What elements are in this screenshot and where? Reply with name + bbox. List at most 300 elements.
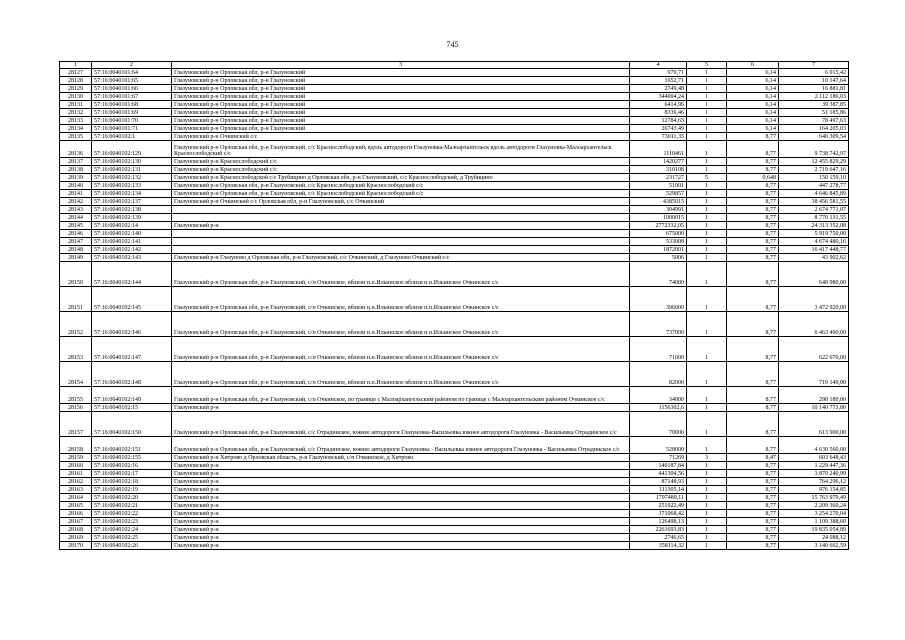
- location-cell: Глазуновский р-н: [172, 478, 630, 486]
- row-number-cell: 28130: [60, 93, 92, 101]
- area-cell: 70000: [630, 412, 687, 437]
- quantity-cell: 1: [687, 287, 727, 312]
- table-row: [60, 174, 849, 182]
- area-cell: 1797489,11: [630, 494, 687, 502]
- rate-cell: 6,14: [727, 117, 779, 125]
- rate-cell: 8,77: [727, 337, 779, 362]
- value-cell: 2 112 186,03: [779, 93, 849, 101]
- table-row: [60, 117, 849, 125]
- cadastral-number-cell: 57:16:0040102:21: [92, 502, 172, 510]
- rate-cell: 0,648: [727, 174, 779, 182]
- quantity-cell: 1: [687, 362, 727, 387]
- row-number-cell: 28161: [60, 470, 92, 478]
- area-cell: 73011,35: [630, 133, 687, 141]
- table-row: [60, 246, 849, 254]
- value-cell: 24 313 352,08: [779, 222, 849, 230]
- cadastral-number-cell: 57:16:0040102:132: [92, 174, 172, 182]
- value-cell: 298 180,00: [779, 387, 849, 404]
- row-number-cell: 28142: [60, 198, 92, 206]
- row-number-cell: 28163: [60, 486, 92, 494]
- location-cell: Глазуновский р-н: [172, 510, 630, 518]
- value-cell: 4 674 480,16: [779, 238, 849, 246]
- table-row: [60, 230, 849, 238]
- table-row: [60, 222, 849, 230]
- area-cell: 6414,96: [630, 101, 687, 109]
- cadastral-number-cell: 57:16:0040102:146: [92, 312, 172, 337]
- cadastral-number-cell: 57:16:0040102:18: [92, 478, 172, 486]
- row-number-cell: 28146: [60, 230, 92, 238]
- table-body: [60, 69, 849, 550]
- area-cell: 126498,13: [630, 518, 687, 526]
- rate-cell: 8,77: [727, 287, 779, 312]
- cadastral-number-cell: 57:16:0040101:70: [92, 117, 172, 125]
- row-number-cell: 28131: [60, 101, 92, 109]
- row-number-cell: 28143: [60, 206, 92, 214]
- cadastral-number-cell: 57:16:0040102:150: [92, 412, 172, 437]
- cadastral-number-cell: 57:16:0040102:14: [92, 222, 172, 230]
- table-row: [60, 109, 849, 117]
- area-cell: 82000: [630, 362, 687, 387]
- cadastral-number-cell: 57:16:0040102:17: [92, 470, 172, 478]
- row-number-cell: 28150: [60, 262, 92, 287]
- rate-cell: 8,77: [727, 534, 779, 542]
- value-cell: 78 497,63: [779, 117, 849, 125]
- area-cell: 87148,93: [630, 478, 687, 486]
- location-cell: Глазуновский р-н Орловская обл, р-н Глазуновский, с/п Очкинское, вблизи н.п.Ильинское вблизи н.п.Ильинское Очкинское с/с: [172, 362, 630, 387]
- cadastral-number-cell: 57:16:0040102:19: [92, 486, 172, 494]
- value-cell: 622 670,00: [779, 337, 849, 362]
- cadastral-number-cell: 57:16:0040101:64: [92, 69, 172, 77]
- rate-cell: 6,14: [727, 101, 779, 109]
- table-row: [60, 470, 849, 478]
- value-cell: 6 463 490,00: [779, 312, 849, 337]
- area-cell: 1110461: [630, 141, 687, 158]
- rate-cell: 8,77: [727, 214, 779, 222]
- table-row: [60, 494, 849, 502]
- quantity-cell: 1: [687, 198, 727, 206]
- table-row: [60, 93, 849, 101]
- rate-cell: 8,77: [727, 494, 779, 502]
- rate-cell: 8,77: [727, 262, 779, 287]
- table-row: [60, 462, 849, 470]
- quantity-cell: 1: [687, 542, 727, 550]
- table-row: [60, 77, 849, 85]
- cadastral-number-cell: 57:16:0040102:142: [92, 246, 172, 254]
- quantity-cell: 3: [687, 454, 727, 462]
- row-number-cell: 28159: [60, 454, 92, 462]
- row-number-cell: 28160: [60, 462, 92, 470]
- quantity-cell: 1: [687, 109, 727, 117]
- location-cell: [172, 238, 630, 246]
- value-cell: 16 417 448,77: [779, 246, 849, 254]
- table-row: [60, 526, 849, 534]
- value-cell: 2 674 771,07: [779, 206, 849, 214]
- quantity-cell: 1: [687, 222, 727, 230]
- rate-cell: 6,14: [727, 109, 779, 117]
- location-cell: Глазуновский р-н Орловская обл, р-н Глазуновский, с/с Краснослободский, вдоль автодороги Глазуновка-Малоархангельск вдоль автодороги Глазуновка-Малоархангельск Краснослободский с/с: [172, 141, 630, 158]
- area-cell: 2772332,05: [630, 222, 687, 230]
- area-cell: 5006: [630, 254, 687, 262]
- row-number-cell: 28162: [60, 478, 92, 486]
- value-cell: 164 205,03: [779, 125, 849, 133]
- cadastral-number-cell: 57:16:0040102:147: [92, 337, 172, 362]
- location-cell: Глазуновский р-н Очкинский с/с: [172, 133, 630, 141]
- value-cell: 3 870 240,99: [779, 470, 849, 478]
- location-cell: Глазуновский р-н: [172, 494, 630, 502]
- table-row: [60, 287, 849, 312]
- value-cell: 648 980,00: [779, 262, 849, 287]
- area-cell: 371068,42: [630, 510, 687, 518]
- rate-cell: 8,77: [727, 198, 779, 206]
- area-cell: 2261693,83: [630, 526, 687, 534]
- location-cell: [172, 230, 630, 238]
- quantity-cell: 1: [687, 214, 727, 222]
- row-number-cell: 28158: [60, 437, 92, 454]
- location-cell: Глазуновский р-н Орловская обл, р-н Глазуновский, с/с Отрадинское, южнее автодороги Глазуновка-Васильевка южнее автодороги Глазуновка - Васильевка Отрадинское с/с: [172, 412, 630, 437]
- table-row: [60, 262, 849, 287]
- value-cell: 1 109 388,60: [779, 518, 849, 526]
- value-cell: 640 309,54: [779, 133, 849, 141]
- rate-cell: 8,77: [727, 206, 779, 214]
- row-number-cell: 28135: [60, 133, 92, 141]
- row-number-cell: 28136: [60, 141, 92, 158]
- quantity-cell: 1: [687, 312, 727, 337]
- header-cell: 4: [630, 62, 687, 69]
- location-cell: Глазуновский р-н Орловская обл, р-н Глазуновский, с/п Очкинское, вблизи н.п.Ильинское вблизи н.п.Ильинское Очкинское с/с: [172, 312, 630, 337]
- quantity-cell: 1: [687, 125, 727, 133]
- row-number-cell: 28148: [60, 246, 92, 254]
- cadastral-number-cell: 57:16:0040102:141: [92, 238, 172, 246]
- rate-cell: 8,77: [727, 470, 779, 478]
- table-row: [60, 534, 849, 542]
- table-row: [60, 412, 849, 437]
- location-cell: Глазуновский р-н Краснослободский с/с: [172, 158, 630, 166]
- area-cell: 1872001: [630, 246, 687, 254]
- location-cell: Глазуновский р-н Орловская обл, р-н Глазуновский, с/п Очкинское, вблизи н.п.Ильинское вблизи н.п.Ильинское Очкинское с/с: [172, 287, 630, 312]
- value-cell: 2 719 647,16: [779, 166, 849, 174]
- area-cell: 304991: [630, 206, 687, 214]
- rate-cell: 8,77: [727, 182, 779, 190]
- value-cell: 15 763 979,49: [779, 494, 849, 502]
- table-row: [60, 254, 849, 262]
- area-cell: 533008: [630, 238, 687, 246]
- rate-cell: 8,77: [727, 526, 779, 534]
- cadastral-table: [59, 61, 849, 550]
- value-cell: 2 209 360,24: [779, 502, 849, 510]
- table-row: [60, 85, 849, 93]
- row-number-cell: 28168: [60, 526, 92, 534]
- header-cell: 1: [60, 62, 92, 69]
- cadastral-number-cell: 57:16:0040102:133: [92, 182, 172, 190]
- table-row: [60, 158, 849, 166]
- location-cell: Глазуновский р-н Орловская обл, р-н Глазуновский, с/п Очкинское, вблизи н.п.Ильинское вблизи н.п.Ильинское Очкинское с/с: [172, 262, 630, 287]
- area-cell: 34000: [630, 387, 687, 404]
- location-cell: Глазуновский р-н: [172, 518, 630, 526]
- location-cell: Глазуновский р-н: [172, 222, 630, 230]
- row-number-cell: 28145: [60, 222, 92, 230]
- location-cell: Глазуновский р-н Орловская обл, р-н Глазуновский, с/п Очкинское, вблизи н.п.Ильинское вблизи н.п.Ильинское Очкинское с/с: [172, 337, 630, 362]
- quantity-cell: 1: [687, 93, 727, 101]
- header-cell: 3: [172, 62, 630, 69]
- cadastral-number-cell: 57:16:0040101:66: [92, 85, 172, 93]
- rate-cell: 6,14: [727, 77, 779, 85]
- location-cell: Глазуновский р-н Орловская обл, р-н Глазуновский: [172, 125, 630, 133]
- cadastral-number-cell: 57:16:0040101:65: [92, 77, 172, 85]
- quantity-cell: 1: [687, 486, 727, 494]
- cadastral-number-cell: 57:16:0040102:140: [92, 230, 172, 238]
- value-cell: 3 254 270,04: [779, 510, 849, 518]
- cadastral-number-cell: 57:16:0040102:148: [92, 362, 172, 387]
- area-cell: 4385015: [630, 198, 687, 206]
- area-cell: 2749,48: [630, 85, 687, 93]
- value-cell: 613 900,00: [779, 412, 849, 437]
- rate-cell: 6,14: [727, 69, 779, 77]
- rate-cell: 8,77: [727, 462, 779, 470]
- cadastral-number-cell: 57:16:0040102:130: [92, 158, 172, 166]
- rate-cell: 8,77: [727, 404, 779, 412]
- location-cell: [172, 246, 630, 254]
- cadastral-number-cell: 57:16:0040102:134: [92, 190, 172, 198]
- table-row: [60, 125, 849, 133]
- location-cell: Глазуновский р-н Орловская обл, р-н Глазуновский: [172, 85, 630, 93]
- quantity-cell: 1: [687, 254, 727, 262]
- area-cell: 675000: [630, 230, 687, 238]
- quantity-cell: 1: [687, 190, 727, 198]
- rate-cell: 8,77: [727, 478, 779, 486]
- location-cell: Глазуновский р-н Орловская обл, р-н Глазуновский, с/с Краснослободский Краснослободский с/с: [172, 190, 630, 198]
- row-number-cell: 28141: [60, 190, 92, 198]
- cadastral-number-cell: 57:16:0040102:25: [92, 534, 172, 542]
- rate-cell: 8,77: [727, 412, 779, 437]
- table-row: [60, 190, 849, 198]
- header-cell: 7: [779, 62, 849, 69]
- quantity-cell: 1: [687, 387, 727, 404]
- row-number-cell: 28133: [60, 117, 92, 125]
- table-row: [60, 182, 849, 190]
- area-cell: 26743,49: [630, 125, 687, 133]
- rate-cell: 8,77: [727, 141, 779, 158]
- header-cell: 5: [687, 62, 727, 69]
- location-cell: Глазуновский р-н: [172, 502, 630, 510]
- cadastral-number-cell: 57:16:0040102:149: [92, 387, 172, 404]
- table-row: [60, 387, 849, 404]
- value-cell: 9 738 742,97: [779, 141, 849, 158]
- table-row: [60, 133, 849, 141]
- row-number-cell: 28137: [60, 158, 92, 166]
- table-row: [60, 238, 849, 246]
- location-cell: Глазуновский р-н Орловская обл, р-н Глазуновский, с/с Краснослободский Краснослободский с/с: [172, 182, 630, 190]
- table-row: [60, 337, 849, 362]
- cadastral-number-cell: 57:16:0040101:68: [92, 101, 172, 109]
- quantity-cell: 1: [687, 246, 727, 254]
- table-row: [60, 502, 849, 510]
- quantity-cell: 1: [687, 117, 727, 125]
- value-cell: 1 229 447,36: [779, 462, 849, 470]
- area-cell: 51001: [630, 182, 687, 190]
- value-cell: 8 770 131,55: [779, 214, 849, 222]
- rate-cell: 8,77: [727, 166, 779, 174]
- quantity-cell: 1: [687, 510, 727, 518]
- table-row: [60, 362, 849, 387]
- value-cell: 719 140,00: [779, 362, 849, 387]
- location-cell: Глазуновский р-н Хитрово д Орловская область, р-н Глазуновский, с/п Очкинское, д Хитрово: [172, 454, 630, 462]
- location-cell: Глазуновский р-н Орловская обл, р-н Глазуновский, с/с Отрадинское, южнее автодороги Глазуновка - Васильевка южнее автодороги Глазуновка - Васильевка Отрадинское с/с: [172, 437, 630, 454]
- location-cell: Глазуновский р-н: [172, 542, 630, 550]
- row-number-cell: 28165: [60, 502, 92, 510]
- cadastral-number-cell: 57:16:0040102:24: [92, 526, 172, 534]
- area-cell: 111305,14: [630, 486, 687, 494]
- location-cell: Глазуновский р-н Орловская обл, р-н Глазуновский: [172, 93, 630, 101]
- table-row: [60, 214, 849, 222]
- area-cell: 529857: [630, 190, 687, 198]
- table-row: [60, 312, 849, 337]
- quantity-cell: 1: [687, 404, 727, 412]
- cadastral-number-cell: 57:16:0040102:129: [92, 141, 172, 158]
- quantity-cell: 1: [687, 77, 727, 85]
- area-cell: 1652,71: [630, 77, 687, 85]
- rate-cell: 6,14: [727, 125, 779, 133]
- area-cell: 1156302,6: [630, 404, 687, 412]
- value-cell: 764 296,12: [779, 478, 849, 486]
- value-cell: 447 278,77: [779, 182, 849, 190]
- rate-cell: 8,77: [727, 510, 779, 518]
- area-cell: 140187,84: [630, 462, 687, 470]
- quantity-cell: 1: [687, 494, 727, 502]
- value-cell: 16 881,81: [779, 85, 849, 93]
- table-row: [60, 404, 849, 412]
- area-cell: 344004,24: [630, 93, 687, 101]
- row-number-cell: 28127: [60, 69, 92, 77]
- rate-cell: 8,77: [727, 437, 779, 454]
- location-cell: Глазуновский р-н Очкинский с/с Орловская обл, р-н Глазуновский, с/с Очкинский: [172, 198, 630, 206]
- table-row: [60, 198, 849, 206]
- row-number-cell: 28167: [60, 518, 92, 526]
- rate-cell: 8,77: [727, 502, 779, 510]
- quantity-cell: 1: [687, 262, 727, 287]
- area-cell: 1420277: [630, 158, 687, 166]
- location-cell: Глазуновский р-н: [172, 462, 630, 470]
- page-number: 745: [446, 40, 459, 49]
- cadastral-number-cell: 57:16:0040102:20: [92, 494, 172, 502]
- quantity-cell: 1: [687, 238, 727, 246]
- rate-cell: 8,77: [727, 362, 779, 387]
- area-cell: 396000: [630, 287, 687, 312]
- table-row: [60, 166, 849, 174]
- rate-cell: 8,77: [727, 254, 779, 262]
- location-cell: Глазуновский р-н Орловская обл, р-н Глазуновский: [172, 77, 630, 85]
- area-cell: 71269: [630, 454, 687, 462]
- value-cell: 39 387,85: [779, 101, 849, 109]
- rate-cell: 6,14: [727, 93, 779, 101]
- row-number-cell: 28169: [60, 534, 92, 542]
- quantity-cell: 1: [687, 182, 727, 190]
- location-cell: Глазуновский р-н: [172, 404, 630, 412]
- rate-cell: 8,77: [727, 542, 779, 550]
- cadastral-number-cell: 57:16:0040102:143: [92, 254, 172, 262]
- value-cell: 43 902,62: [779, 254, 849, 262]
- quantity-cell: 1: [687, 412, 727, 437]
- location-cell: Глазуновский р-н: [172, 534, 630, 542]
- area-cell: 1000015: [630, 214, 687, 222]
- quantity-cell: 1: [687, 69, 727, 77]
- row-number-cell: 28132: [60, 109, 92, 117]
- cadastral-number-cell: 57:16:0040101:71: [92, 125, 172, 133]
- row-number-cell: 28144: [60, 214, 92, 222]
- header-cell: 6: [727, 62, 779, 69]
- row-number-cell: 28140: [60, 182, 92, 190]
- quantity-cell: 1: [687, 534, 727, 542]
- row-number-cell: 28128: [60, 77, 92, 85]
- table-row: [60, 454, 849, 462]
- location-cell: Глазуновский р-н Глазуново д Орловская обл, р-н Глазуновский, с/с Очкинский, д Глазуново Очкинский с/с: [172, 254, 630, 262]
- area-cell: 74000: [630, 262, 687, 287]
- rate-cell: 6,14: [727, 85, 779, 93]
- cadastral-number-cell: 57:16:0040102:1: [92, 133, 172, 141]
- cadastral-number-cell: 57:16:0040102:131: [92, 166, 172, 174]
- table-row: [60, 478, 849, 486]
- table-row: [60, 141, 849, 158]
- location-cell: Глазуновский р-н Краснослободской с/с Трубицино д Орловская обл, р-н Глазуновский, с/с Краснослободский, д Трубицино: [172, 174, 630, 182]
- quantity-cell: 1: [687, 518, 727, 526]
- value-cell: 10 147,64: [779, 77, 849, 85]
- cadastral-number-cell: 57:16:0040102:138: [92, 206, 172, 214]
- cadastral-number-cell: 57:16:0040101:67: [92, 93, 172, 101]
- table-row: [60, 486, 849, 494]
- header-row: [60, 62, 849, 69]
- location-cell: [172, 214, 630, 222]
- area-cell: 737000: [630, 312, 687, 337]
- table-row: [60, 542, 849, 550]
- row-number-cell: 28154: [60, 362, 92, 387]
- quantity-cell: 1: [687, 85, 727, 93]
- value-cell: 10 140 773,80: [779, 404, 849, 412]
- cadastral-number-cell: 57:16:0040102:144: [92, 262, 172, 287]
- row-number-cell: 28155: [60, 387, 92, 404]
- quantity-cell: 1: [687, 478, 727, 486]
- location-cell: Глазуновский р-н Орловская обл, р-н Глазуновский: [172, 109, 630, 117]
- value-cell: 3 140 662,59: [779, 542, 849, 550]
- quantity-cell: 1: [687, 133, 727, 141]
- quantity-cell: 5: [687, 174, 727, 182]
- rate-cell: 8,77: [727, 230, 779, 238]
- location-cell: Глазуновский р-н Краснослободский с/с: [172, 166, 630, 174]
- table-row: [60, 206, 849, 214]
- location-cell: Глазуновский р-н Орловская обл, р-н Глазуновский: [172, 117, 630, 125]
- location-cell: Глазуновский р-н: [172, 486, 630, 494]
- rate-cell: 8,77: [727, 190, 779, 198]
- area-cell: 71000: [630, 337, 687, 362]
- quantity-cell: 1: [687, 470, 727, 478]
- value-cell: 3 472 920,00: [779, 287, 849, 312]
- cadastral-number-cell: 57:16:0040102:139: [92, 214, 172, 222]
- table-row: [60, 437, 849, 454]
- table-row: [60, 101, 849, 109]
- rate-cell: 8,77: [727, 486, 779, 494]
- row-number-cell: 28170: [60, 542, 92, 550]
- quantity-cell: 1: [687, 437, 727, 454]
- value-cell: 4 646 845,89: [779, 190, 849, 198]
- cadastral-number-cell: 57:16:0040101:69: [92, 109, 172, 117]
- row-number-cell: 28157: [60, 412, 92, 437]
- value-cell: 976 154,85: [779, 486, 849, 494]
- rate-cell: 8,77: [727, 222, 779, 230]
- quantity-cell: 1: [687, 230, 727, 238]
- area-cell: 251922,49: [630, 502, 687, 510]
- quantity-cell: 1: [687, 502, 727, 510]
- location-cell: Глазуновский р-н Орловская обл, р-н Глазуновский, с/п Очкинское, по границе с Малоархангельским районом по границе с Малоархангельским районом Очкинское с/с: [172, 387, 630, 404]
- quantity-cell: 1: [687, 526, 727, 534]
- rate-cell: 8,77: [727, 312, 779, 337]
